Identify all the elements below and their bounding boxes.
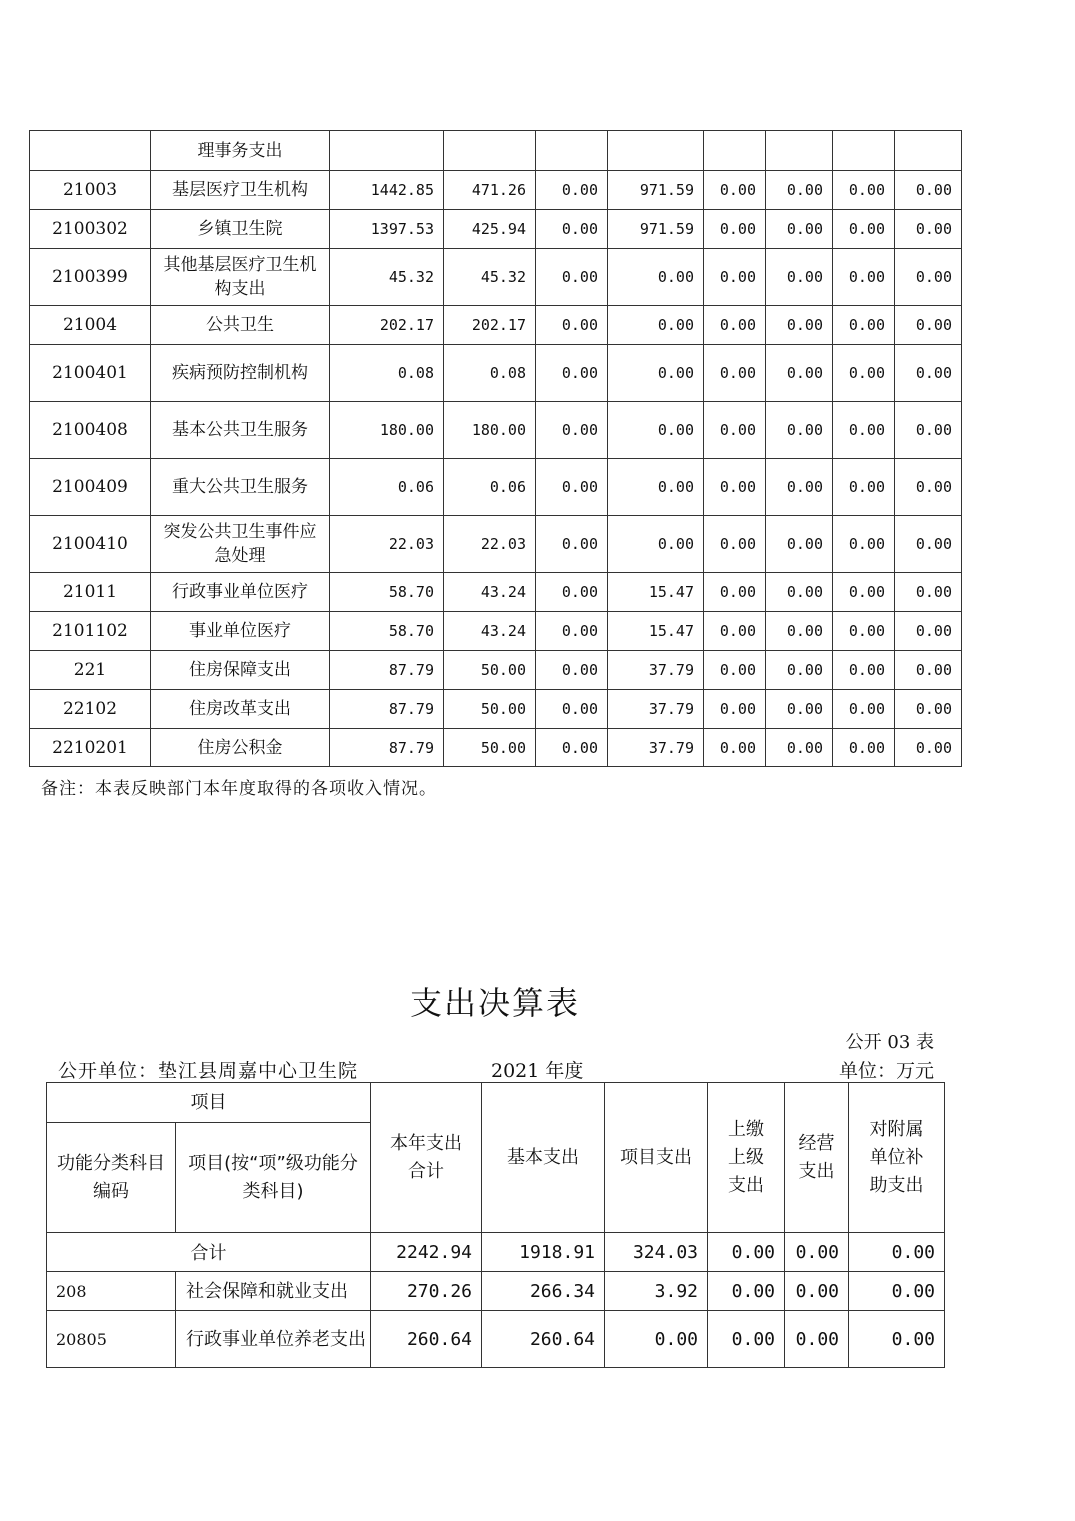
table-note: 备注：本表反映部门本年度取得的各项收入情况。 xyxy=(41,779,437,799)
row-code: 2100302 xyxy=(30,210,151,249)
row-value: 0.00 xyxy=(536,729,608,767)
row-value: 0.00 xyxy=(766,573,833,612)
row-value: 0.00 xyxy=(766,690,833,729)
row-name: 基层医疗卫生机构 xyxy=(151,171,330,210)
row-value: 1442.85 xyxy=(330,171,444,210)
row-value: 22.03 xyxy=(444,516,536,573)
row-value: 0.00 xyxy=(895,651,962,690)
row-value: 0.00 xyxy=(608,402,704,459)
row-value: 45.32 xyxy=(444,249,536,306)
row-value: 0.00 xyxy=(536,459,608,516)
row-value: 0.00 xyxy=(833,690,895,729)
row-value: 0.00 xyxy=(766,171,833,210)
row-value: 0.00 xyxy=(536,402,608,459)
row-value: 0.00 xyxy=(704,402,766,459)
row-value: 0.00 xyxy=(536,249,608,306)
row-value: 0.00 xyxy=(833,651,895,690)
row-value: 50.00 xyxy=(444,651,536,690)
row-value: 202.17 xyxy=(444,306,536,345)
row-value: 0.00 xyxy=(895,516,962,573)
row-value xyxy=(833,131,895,171)
row-value: 0.00 xyxy=(536,171,608,210)
row-value xyxy=(704,131,766,171)
row-value: 0.06 xyxy=(330,459,444,516)
row-value: 15.47 xyxy=(608,612,704,651)
row-value: 0.00 xyxy=(895,402,962,459)
row-value: 0.00 xyxy=(833,345,895,402)
row-value: 266.34 xyxy=(482,1272,605,1311)
expenditure-table xyxy=(46,1082,945,1368)
row-value: 0.00 xyxy=(605,1311,708,1368)
row-value: 0.00 xyxy=(895,345,962,402)
row-value: 0.00 xyxy=(608,306,704,345)
table-row xyxy=(30,573,962,612)
row-value: 0.00 xyxy=(704,171,766,210)
row-value: 0.00 xyxy=(704,729,766,767)
row-code: 2100401 xyxy=(30,345,151,402)
row-value: 0.00 xyxy=(536,651,608,690)
row-value: 0.00 xyxy=(833,249,895,306)
table-row xyxy=(30,459,962,516)
row-value: 43.24 xyxy=(444,573,536,612)
total-value: 0.00 xyxy=(849,1233,945,1272)
row-name: 住房保障支出 xyxy=(151,651,330,690)
row-value: 270.26 xyxy=(371,1272,482,1311)
header-code: 功能分类科目编码 xyxy=(47,1123,176,1233)
row-value xyxy=(330,131,444,171)
row-value: 22.03 xyxy=(330,516,444,573)
row-code: 22102 xyxy=(30,690,151,729)
row-name: 疾病预防控制机构 xyxy=(151,345,330,402)
table-row xyxy=(30,729,962,767)
row-value: 0.00 xyxy=(766,345,833,402)
currency-unit: 单位：万元 xyxy=(838,1060,934,1082)
header-business: 经营支出 xyxy=(785,1083,849,1233)
row-name: 公共卫生 xyxy=(151,306,330,345)
total-row xyxy=(47,1233,945,1272)
table-row xyxy=(47,1272,945,1311)
row-value xyxy=(895,131,962,171)
row-value: 0.00 xyxy=(785,1272,849,1311)
row-value: 0.00 xyxy=(608,516,704,573)
row-code: 21003 xyxy=(30,171,151,210)
total-value: 324.03 xyxy=(605,1233,708,1272)
row-value: 0.00 xyxy=(766,612,833,651)
header-upper-payment: 上缴上级支出 xyxy=(708,1083,785,1233)
row-name: 其他基层医疗卫生机构支出 xyxy=(151,249,330,306)
table-row xyxy=(30,690,962,729)
row-value: 0.00 xyxy=(833,459,895,516)
row-value: 0.00 xyxy=(849,1272,945,1311)
row-name: 乡镇卫生院 xyxy=(151,210,330,249)
row-value: 0.00 xyxy=(833,612,895,651)
table-row xyxy=(30,345,962,402)
row-value xyxy=(608,131,704,171)
row-value: 202.17 xyxy=(330,306,444,345)
row-name: 理事务支出 xyxy=(151,131,330,171)
row-code xyxy=(30,131,151,171)
row-code: 2101102 xyxy=(30,612,151,651)
row-value: 0.00 xyxy=(766,516,833,573)
row-value: 971.59 xyxy=(608,171,704,210)
row-code: 2100408 xyxy=(30,402,151,459)
row-value: 0.00 xyxy=(704,345,766,402)
row-value: 425.94 xyxy=(444,210,536,249)
row-value: 0.00 xyxy=(895,306,962,345)
row-value: 0.00 xyxy=(704,516,766,573)
row-value: 180.00 xyxy=(444,402,536,459)
row-value: 0.00 xyxy=(766,651,833,690)
row-value: 0.00 xyxy=(704,306,766,345)
row-value: 0.00 xyxy=(766,249,833,306)
row-name: 行政事业单位医疗 xyxy=(151,573,330,612)
row-value: 260.64 xyxy=(371,1311,482,1368)
row-value: 971.59 xyxy=(608,210,704,249)
row-value: 0.00 xyxy=(704,210,766,249)
row-value: 0.00 xyxy=(849,1311,945,1368)
row-value: 0.00 xyxy=(608,459,704,516)
row-value xyxy=(536,131,608,171)
row-name: 基本公共卫生服务 xyxy=(151,402,330,459)
row-code: 2210201 xyxy=(30,729,151,767)
total-value: 2242.94 xyxy=(371,1233,482,1272)
row-value: 0.00 xyxy=(833,573,895,612)
row-value: 0.00 xyxy=(704,612,766,651)
total-value: 0.00 xyxy=(785,1233,849,1272)
row-value: 0.00 xyxy=(833,171,895,210)
row-code: 2100410 xyxy=(30,516,151,573)
row-value: 0.08 xyxy=(330,345,444,402)
row-value: 37.79 xyxy=(608,651,704,690)
table-row xyxy=(30,171,962,210)
header-project: 项目 xyxy=(47,1083,371,1123)
row-value: 0.00 xyxy=(766,402,833,459)
row-value: 58.70 xyxy=(330,573,444,612)
table-row xyxy=(30,612,962,651)
row-code: 21004 xyxy=(30,306,151,345)
row-value: 0.00 xyxy=(833,729,895,767)
table-row xyxy=(30,306,962,345)
row-value: 180.00 xyxy=(330,402,444,459)
row-value: 0.00 xyxy=(785,1311,849,1368)
row-name: 行政事业单位养老支出 xyxy=(176,1311,371,1368)
income-table-continued xyxy=(29,130,962,767)
fiscal-year: 2021 年度 xyxy=(491,1060,584,1082)
row-value: 87.79 xyxy=(330,729,444,767)
row-value: 15.47 xyxy=(608,573,704,612)
row-value: 0.00 xyxy=(708,1311,785,1368)
row-value: 0.00 xyxy=(833,402,895,459)
row-value: 0.00 xyxy=(895,459,962,516)
row-value: 0.00 xyxy=(708,1272,785,1311)
row-value: 0.00 xyxy=(766,210,833,249)
row-value: 0.00 xyxy=(895,171,962,210)
row-value: 37.79 xyxy=(608,690,704,729)
row-code: 221 xyxy=(30,651,151,690)
row-value: 0.00 xyxy=(766,459,833,516)
row-value: 0.00 xyxy=(536,306,608,345)
row-value: 0.00 xyxy=(536,516,608,573)
row-value: 87.79 xyxy=(330,651,444,690)
row-value: 0.00 xyxy=(895,249,962,306)
row-value: 0.00 xyxy=(895,690,962,729)
row-value: 0.00 xyxy=(833,210,895,249)
row-name: 住房公积金 xyxy=(151,729,330,767)
row-value: 0.00 xyxy=(895,210,962,249)
row-value: 0.00 xyxy=(536,612,608,651)
row-code: 2100409 xyxy=(30,459,151,516)
header-basic: 基本支出 xyxy=(482,1083,605,1233)
row-value: 0.00 xyxy=(833,516,895,573)
row-value: 0.00 xyxy=(833,306,895,345)
row-value: 87.79 xyxy=(330,690,444,729)
row-code: 2100399 xyxy=(30,249,151,306)
row-value: 0.00 xyxy=(536,690,608,729)
reporting-unit: 公开单位：垫江县周嘉中心卫生院 xyxy=(58,1060,359,1082)
header-subsidy: 对附属单位补助支出 xyxy=(849,1083,945,1233)
row-name: 住房改革支出 xyxy=(151,690,330,729)
row-value: 0.00 xyxy=(536,345,608,402)
row-name: 突发公共卫生事件应急处理 xyxy=(151,516,330,573)
row-value: 471.26 xyxy=(444,171,536,210)
row-name: 事业单位医疗 xyxy=(151,612,330,651)
header-project-expenditure: 项目支出 xyxy=(605,1083,708,1233)
row-value: 0.00 xyxy=(766,306,833,345)
table-row xyxy=(30,210,962,249)
row-name: 重大公共卫生服务 xyxy=(151,459,330,516)
row-value: 0.00 xyxy=(895,612,962,651)
row-code: 20805 xyxy=(47,1311,176,1368)
table-row xyxy=(30,402,962,459)
row-value: 3.92 xyxy=(605,1272,708,1311)
table-row xyxy=(30,131,962,171)
row-value: 0.00 xyxy=(608,249,704,306)
row-value: 0.08 xyxy=(444,345,536,402)
row-value: 260.64 xyxy=(482,1311,605,1368)
row-value: 0.00 xyxy=(536,210,608,249)
row-value: 0.00 xyxy=(704,249,766,306)
row-code: 21011 xyxy=(30,573,151,612)
header-name: 项目(按“项”级功能分类科目) xyxy=(176,1123,371,1233)
table-row xyxy=(30,651,962,690)
row-value: 0.00 xyxy=(704,690,766,729)
row-value: 0.00 xyxy=(704,459,766,516)
row-value: 43.24 xyxy=(444,612,536,651)
row-value: 0.00 xyxy=(704,651,766,690)
row-value xyxy=(766,131,833,171)
row-value: 50.00 xyxy=(444,690,536,729)
row-value: 0.06 xyxy=(444,459,536,516)
row-value: 45.32 xyxy=(330,249,444,306)
row-value: 37.79 xyxy=(608,729,704,767)
page-title: 支出决算表 xyxy=(409,984,580,1022)
row-code: 208 xyxy=(47,1272,176,1311)
table-row xyxy=(30,516,962,573)
row-value: 0.00 xyxy=(536,573,608,612)
row-name: 社会保障和就业支出 xyxy=(176,1272,371,1311)
row-value: 0.00 xyxy=(704,573,766,612)
header-total: 本年支出合计 xyxy=(371,1083,482,1233)
table-row xyxy=(47,1311,945,1368)
table-row xyxy=(30,249,962,306)
total-label: 合计 xyxy=(47,1233,371,1272)
row-value: 1397.53 xyxy=(330,210,444,249)
total-value: 0.00 xyxy=(708,1233,785,1272)
row-value: 0.00 xyxy=(895,729,962,767)
row-value: 0.00 xyxy=(766,729,833,767)
row-value: 50.00 xyxy=(444,729,536,767)
row-value: 0.00 xyxy=(895,573,962,612)
total-value: 1918.91 xyxy=(482,1233,605,1272)
row-value xyxy=(444,131,536,171)
row-value: 58.70 xyxy=(330,612,444,651)
table-number: 公开 03 表 xyxy=(845,1032,934,1053)
row-value: 0.00 xyxy=(608,345,704,402)
